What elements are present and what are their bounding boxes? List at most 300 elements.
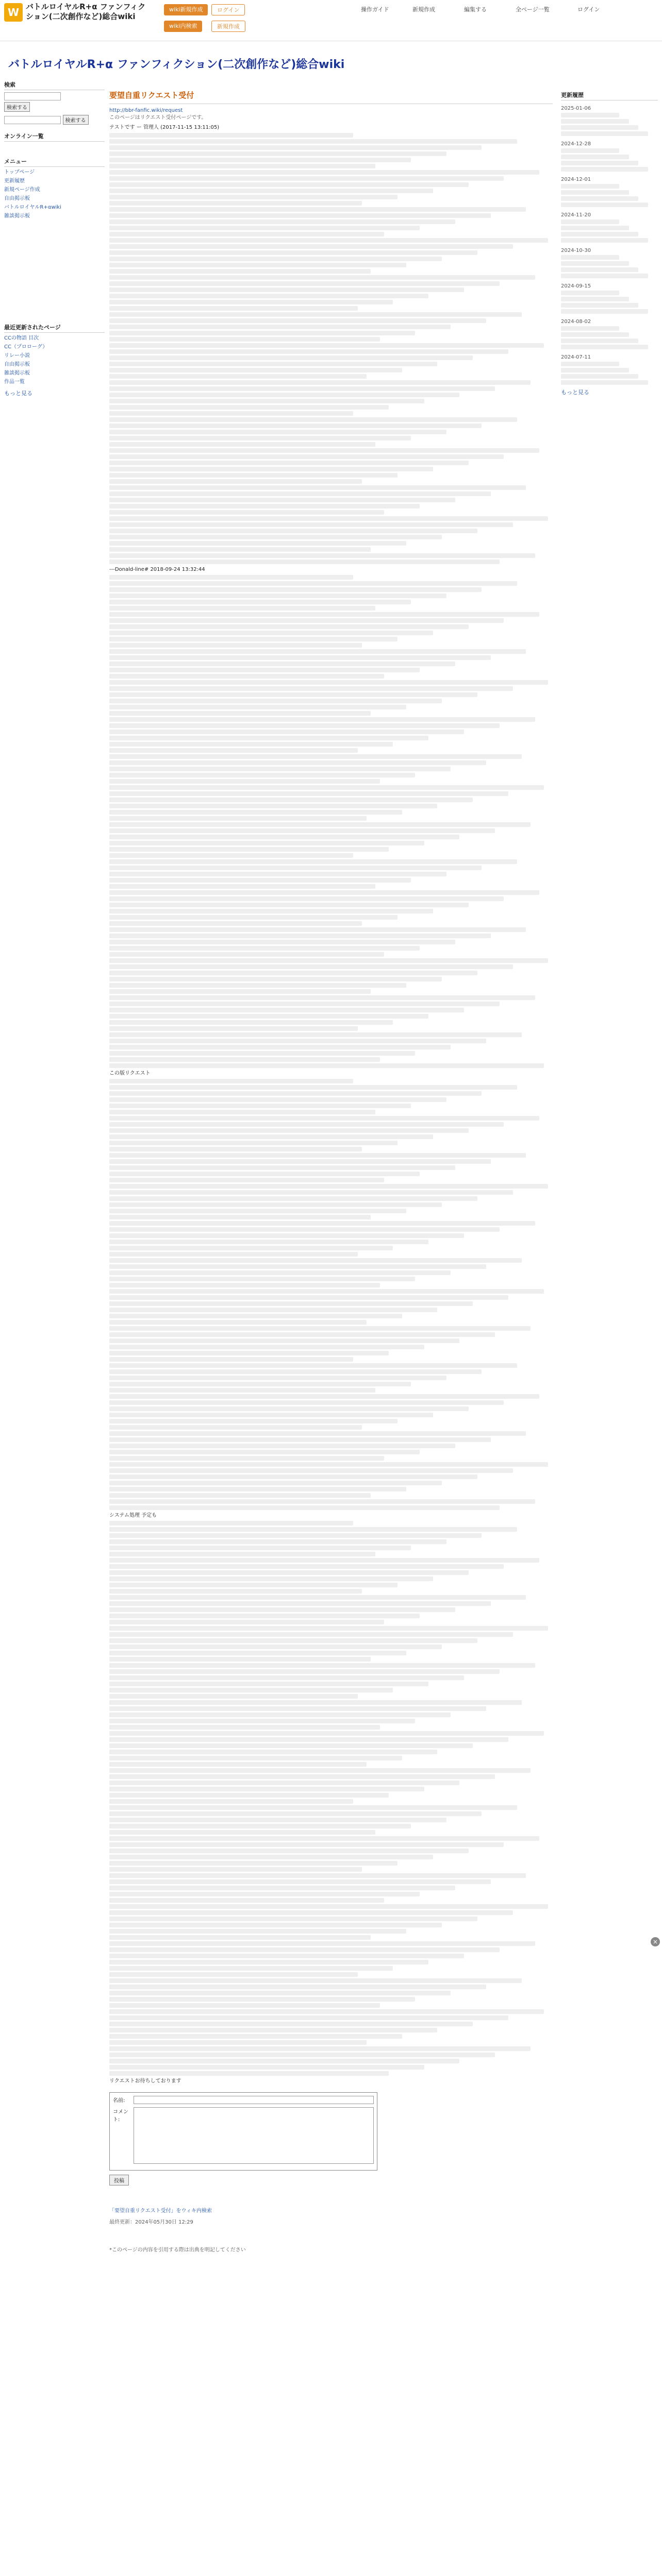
text-line: [109, 816, 367, 821]
menu-item-1[interactable]: 更新履歴: [4, 178, 25, 184]
history-entry[interactable]: [561, 291, 619, 295]
text-line: [109, 1419, 398, 1423]
text-line: [109, 1227, 500, 1232]
text-line: [109, 1985, 486, 1989]
text-line: [109, 1462, 548, 1467]
right-sidebar: [561, 88, 658, 396]
text-line: [109, 380, 531, 385]
text-line: [109, 1787, 424, 1791]
text-line: [109, 294, 428, 298]
text-line: [109, 1762, 367, 1767]
history-entry[interactable]: [561, 155, 629, 159]
text-line: [109, 355, 473, 360]
text-line: [109, 1607, 455, 1612]
text-line: [109, 1085, 517, 1090]
text-line: [109, 730, 464, 734]
text-line: [109, 717, 535, 722]
text-line: [109, 442, 375, 447]
text-line: [109, 2022, 473, 2026]
text-line: [109, 1638, 477, 1643]
text-line: [109, 680, 548, 685]
new-page-tool[interactable]: 新規作成: [412, 6, 435, 13]
text-line: [109, 504, 420, 509]
history-entry[interactable]: [561, 125, 638, 130]
recent-heading: 最近更新されたページ: [4, 323, 105, 333]
text-line: [109, 1450, 420, 1454]
text-line: [109, 467, 433, 471]
text-line: [109, 263, 406, 267]
history-entry[interactable]: [561, 368, 629, 372]
text-line: [109, 1357, 353, 1362]
history-entry[interactable]: [561, 119, 629, 124]
separator-line: ---Donald-line# 2018-09-24 13:32:44: [109, 567, 205, 572]
recent-item-1[interactable]: CC（プロローグ）: [4, 344, 48, 350]
text-line: [109, 1941, 535, 1946]
text-line: [109, 1258, 522, 1263]
text-line: [109, 1521, 353, 1526]
wiki-create-button[interactable]: wiki新規作成: [164, 4, 208, 15]
history-entry[interactable]: [561, 326, 619, 331]
text-line: [109, 581, 517, 586]
text-line: [109, 1972, 358, 1977]
text-line: [109, 1425, 362, 1430]
text-line: [109, 1039, 486, 1043]
text-line: [109, 1481, 442, 1485]
name-label: 名前:: [113, 2098, 125, 2104]
text-line: [109, 1002, 500, 1006]
menu-item-0[interactable]: トップページ: [4, 170, 35, 175]
site-title[interactable]: バトルロイヤルR+α ファンフィクション(二次創作など)総合wiki: [26, 2, 146, 21]
text-line: [109, 176, 504, 181]
menu-item-2[interactable]: 新規ページ作成: [4, 187, 40, 193]
text-line: [109, 1626, 548, 1631]
text-line: [109, 423, 482, 428]
text-line: [109, 257, 442, 261]
text-line: [109, 454, 504, 459]
wiki-search-button[interactable]: wiki内検索: [164, 21, 202, 32]
search-heading: 検索: [4, 80, 105, 90]
text-line: [109, 374, 367, 379]
text-line: [109, 1657, 371, 1662]
text-line: [109, 498, 455, 502]
text-line: [109, 139, 517, 144]
text-line: [109, 1706, 486, 1711]
text-line: [109, 1552, 375, 1556]
text-line: [109, 405, 389, 410]
history-entry[interactable]: [561, 345, 648, 349]
history-entry[interactable]: [561, 184, 619, 189]
text-line: [109, 1601, 491, 1606]
recent-item-0[interactable]: CCの物語 目次: [4, 335, 39, 341]
text-line: [109, 989, 371, 994]
text-line: [109, 2071, 389, 2076]
text-line: [109, 668, 420, 672]
text-line: [109, 1487, 406, 1492]
text-line: [109, 1128, 469, 1133]
text-line: [109, 1614, 420, 1618]
history-date-1: 2024-12-28: [561, 141, 591, 147]
submit-button[interactable]: 投稿: [109, 2175, 129, 2185]
text-line: [109, 1879, 491, 1884]
text-line: [109, 195, 398, 199]
history-entry[interactable]: [561, 332, 629, 337]
text-line: [109, 1097, 446, 1102]
history-date-4: 2024-10-30: [561, 248, 591, 253]
text-line: [109, 189, 433, 193]
text-line: [109, 1499, 535, 1504]
text-line: [109, 1437, 491, 1442]
history-entry[interactable]: [561, 232, 638, 236]
text-line: [109, 878, 411, 883]
text-line: [109, 705, 406, 709]
wiki-title[interactable]: バトルロイヤルR+α ファンフィクション(二次創作など)総合wiki: [8, 58, 345, 71]
text-line: [109, 1546, 411, 1550]
login-button[interactable]: ログイン: [211, 4, 245, 15]
text-line: [109, 269, 371, 274]
guide-tool[interactable]: 操作ガイド: [361, 6, 389, 13]
text-line: [109, 1923, 442, 1927]
text-line: [109, 958, 548, 963]
text-line: [109, 1122, 504, 1127]
text-line: [109, 232, 384, 236]
text-line: [109, 1966, 393, 1971]
text-line: [109, 1505, 500, 1510]
all-pages-tool[interactable]: 全ページ一覧: [516, 6, 550, 13]
text-line: [109, 553, 535, 558]
text-line: [109, 164, 375, 168]
history-entry[interactable]: [561, 374, 638, 379]
text-line: [109, 158, 411, 162]
text-line: [109, 362, 437, 366]
text-line: [109, 170, 539, 175]
text-line: [109, 742, 393, 747]
text-line: [109, 1301, 473, 1306]
text-line: [109, 1533, 482, 1538]
text-line: [109, 287, 464, 292]
history-entry[interactable]: [561, 303, 638, 308]
text-line: [109, 461, 469, 465]
name-input[interactable]: [134, 2096, 374, 2104]
text-line: [109, 213, 491, 218]
text-line: [109, 2053, 495, 2057]
text-line: [109, 1682, 428, 1686]
text-line: [109, 1308, 437, 1312]
text-line: [109, 349, 508, 354]
text-line: [109, 1394, 539, 1399]
text-line: [109, 535, 442, 539]
text-line: [109, 2009, 544, 2014]
history-entry[interactable]: [561, 196, 638, 201]
text-line: [109, 1283, 380, 1287]
history-entry[interactable]: [561, 131, 648, 136]
text-line: [109, 1079, 353, 1083]
text-line: [109, 1215, 371, 1219]
text-line: [109, 1147, 362, 1151]
history-date-2: 2024-12-01: [561, 177, 591, 182]
history-more-link[interactable]: もっと見る: [561, 389, 589, 396]
text-line: [109, 1564, 504, 1569]
text-line: [109, 386, 495, 391]
history-entry[interactable]: [561, 226, 629, 230]
recent-item-3[interactable]: 自由掲示板: [4, 362, 30, 367]
text-line: [109, 1892, 420, 1896]
text-line: [109, 1935, 371, 1940]
text-line: [109, 1756, 402, 1760]
text-line: [109, 847, 389, 852]
text-line: [109, 1159, 491, 1164]
login-tool[interactable]: ログイン: [577, 6, 600, 13]
text-line: [109, 1295, 508, 1300]
text-line: [109, 767, 451, 771]
text-line: [109, 1289, 544, 1294]
text-line: [109, 1165, 455, 1170]
history-entry[interactable]: [561, 202, 648, 207]
text-line: [109, 618, 504, 623]
more-link[interactable]: もっと見る: [4, 390, 32, 397]
text-line: [109, 1743, 473, 1748]
text-line: [109, 1713, 451, 1717]
text-line: [109, 1793, 389, 1798]
text-line: [109, 1184, 548, 1189]
text-line: [109, 1413, 433, 1417]
text-line: [109, 921, 362, 926]
text-line: [109, 655, 491, 660]
text-line: [109, 1960, 428, 1964]
text-line: [109, 1444, 455, 1448]
filler-block-1: [109, 133, 553, 564]
text-line: [109, 1246, 393, 1250]
text-line: [109, 859, 517, 864]
text-line: [109, 1196, 477, 1201]
menu-item-4[interactable]: バトルロイヤルR+αwiki: [4, 205, 61, 210]
text-line: [109, 238, 548, 243]
text-line: [109, 133, 353, 138]
text-line: [109, 1663, 535, 1668]
text-line: [109, 1781, 459, 1785]
recent-item-5[interactable]: 作品一覧: [4, 379, 25, 385]
menu-list: [4, 169, 105, 220]
text-line: [109, 1104, 411, 1108]
text-line: [109, 325, 451, 329]
text-line: [109, 841, 424, 845]
text-line: [109, 1332, 495, 1337]
text-line: [109, 1252, 358, 1257]
comment-form: [109, 2092, 377, 2171]
text-line: [109, 1824, 411, 1828]
text-line: [109, 1338, 459, 1343]
close-icon[interactable]: ×: [651, 1937, 660, 1946]
text-line: [109, 281, 500, 286]
text-line: [109, 686, 513, 691]
history-date-5: 2024-09-15: [561, 283, 591, 289]
recent-item-4[interactable]: 雑談掲示板: [4, 370, 30, 376]
history-entry[interactable]: [561, 380, 648, 385]
text-line: [109, 485, 526, 490]
text-line: [109, 560, 500, 564]
new-button[interactable]: 新規作成: [211, 21, 245, 32]
text-line: [109, 244, 513, 249]
main-content: [109, 77, 553, 2254]
search-button-2[interactable]: 検索する: [63, 115, 89, 125]
text-line: [109, 1221, 535, 1226]
filler-block-3: [109, 1079, 553, 1510]
edit-tool[interactable]: 編集する: [464, 6, 487, 13]
text-line: [109, 1917, 477, 1921]
text-line: [109, 1558, 539, 1563]
search-input-2[interactable]: [4, 116, 61, 124]
text-line: [109, 399, 424, 403]
text-line: [109, 785, 544, 790]
text-line: [109, 674, 384, 679]
text-line: [109, 946, 420, 951]
text-line: [109, 219, 455, 224]
text-line: [109, 977, 442, 981]
page-title: 要望自重リクエスト受付: [109, 90, 553, 104]
text-line: [109, 748, 358, 753]
history-entry[interactable]: [561, 309, 648, 314]
search-button[interactable]: 検索する: [4, 102, 30, 112]
menu-item-5[interactable]: 雑談掲示板: [4, 213, 30, 219]
text-line: [109, 182, 469, 187]
text-line: [109, 995, 535, 1000]
text-line: [109, 791, 508, 796]
text-line: [109, 890, 539, 895]
text-line: [109, 1406, 469, 1411]
text-line: [109, 1836, 539, 1841]
text-line: [109, 1842, 504, 1847]
text-line: [109, 1811, 482, 1816]
text-line: [109, 343, 544, 348]
text-line: [109, 884, 375, 889]
text-line: [109, 1910, 513, 1915]
post-area: [109, 124, 553, 2085]
text-line: [109, 940, 455, 944]
filler-block-2: [109, 575, 553, 1068]
top-bar: [0, 0, 662, 41]
recent-list: [4, 335, 105, 386]
text-line: [109, 1468, 513, 1473]
text-line: [109, 692, 477, 697]
filler-block-4: [109, 1521, 553, 2076]
history-entry[interactable]: [561, 255, 619, 260]
history-date-3: 2024-11-20: [561, 212, 591, 218]
text-line: [109, 1632, 513, 1637]
text-line: [109, 1014, 428, 1019]
text-line: [109, 1688, 393, 1692]
site-logo[interactable]: W: [4, 3, 23, 22]
text-line: [109, 2059, 459, 2063]
text-line: [109, 1063, 544, 1068]
text-line: [109, 1057, 380, 1062]
text-line: [109, 250, 477, 255]
text-line: [109, 2034, 402, 2039]
text-line: [109, 1277, 415, 1281]
history-entry[interactable]: [561, 167, 648, 172]
history-date-0: 2025-01-06: [561, 106, 591, 111]
text-line: [109, 547, 371, 552]
text-line: [109, 1991, 451, 1995]
meta-url[interactable]: http://bbr-fanfic.wiki/request: [109, 108, 183, 113]
recent-item-2[interactable]: リレー小説: [4, 353, 30, 359]
search-input[interactable]: [4, 92, 61, 100]
text-line: [109, 2015, 508, 2020]
history-entry[interactable]: [561, 219, 619, 224]
text-line: [109, 411, 353, 416]
text-line: [109, 1190, 513, 1195]
text-line: [109, 649, 526, 654]
text-line: [109, 1719, 415, 1723]
text-line: [109, 2065, 424, 2070]
text-line: [109, 1898, 384, 1903]
text-line: [109, 711, 371, 716]
history-entry[interactable]: [561, 190, 629, 195]
text-line: [109, 1954, 464, 1958]
search-page-link[interactable]: 「要望自重リクエスト受付」をウィキ内検索: [109, 2208, 212, 2214]
text-line: [109, 368, 402, 372]
text-line: [109, 872, 446, 876]
note: *このページの内容を引用する際は出典を明記してください: [109, 2247, 246, 2253]
text-line: [109, 637, 398, 641]
text-line: [109, 822, 531, 827]
text-line: [109, 1700, 522, 1705]
text-line: [109, 275, 535, 280]
text-line: [109, 1675, 464, 1680]
text-line: [109, 606, 375, 611]
text-line: [109, 1527, 517, 1532]
text-line: [109, 393, 459, 397]
history-entry[interactable]: [561, 267, 638, 272]
text-line: [109, 1583, 398, 1587]
text-line: [109, 1768, 531, 1773]
text-line: [109, 662, 455, 666]
text-line: [109, 909, 433, 913]
text-line: [109, 643, 362, 648]
text-line: [109, 1929, 406, 1934]
history-entry[interactable]: [561, 113, 619, 117]
text-line: [109, 1351, 389, 1355]
history-entry[interactable]: [561, 338, 638, 343]
text-line: [109, 927, 526, 932]
text-line: [109, 853, 353, 858]
text-line: [109, 828, 495, 833]
history-entry[interactable]: [561, 261, 629, 266]
text-line: [109, 779, 380, 784]
left-sidebar: [4, 77, 105, 397]
history-entry[interactable]: [561, 274, 648, 278]
comment-label: コメント:: [113, 2109, 128, 2123]
text-line: [109, 1818, 446, 1822]
text-line: [109, 306, 358, 311]
text-line: [109, 1595, 526, 1600]
text-line: [109, 1110, 375, 1114]
text-line: [109, 1737, 508, 1742]
text-line: [109, 1799, 353, 1804]
menu-item-3[interactable]: 自由掲示板: [4, 196, 30, 201]
history-entry[interactable]: [561, 161, 638, 165]
history-list: [561, 106, 658, 385]
text-line: [109, 1570, 469, 1575]
text-line: [109, 2046, 531, 2051]
history-entry[interactable]: [561, 362, 619, 366]
text-line: [109, 866, 482, 870]
history-entry[interactable]: [561, 148, 619, 153]
text-line: [109, 1805, 517, 1810]
history-entry[interactable]: [561, 297, 629, 301]
text-line: [109, 1651, 406, 1655]
history-entry[interactable]: [561, 238, 648, 243]
bottom-note: リクエストお待ちしております: [109, 2078, 181, 2084]
comment-textarea[interactable]: [134, 2107, 374, 2164]
